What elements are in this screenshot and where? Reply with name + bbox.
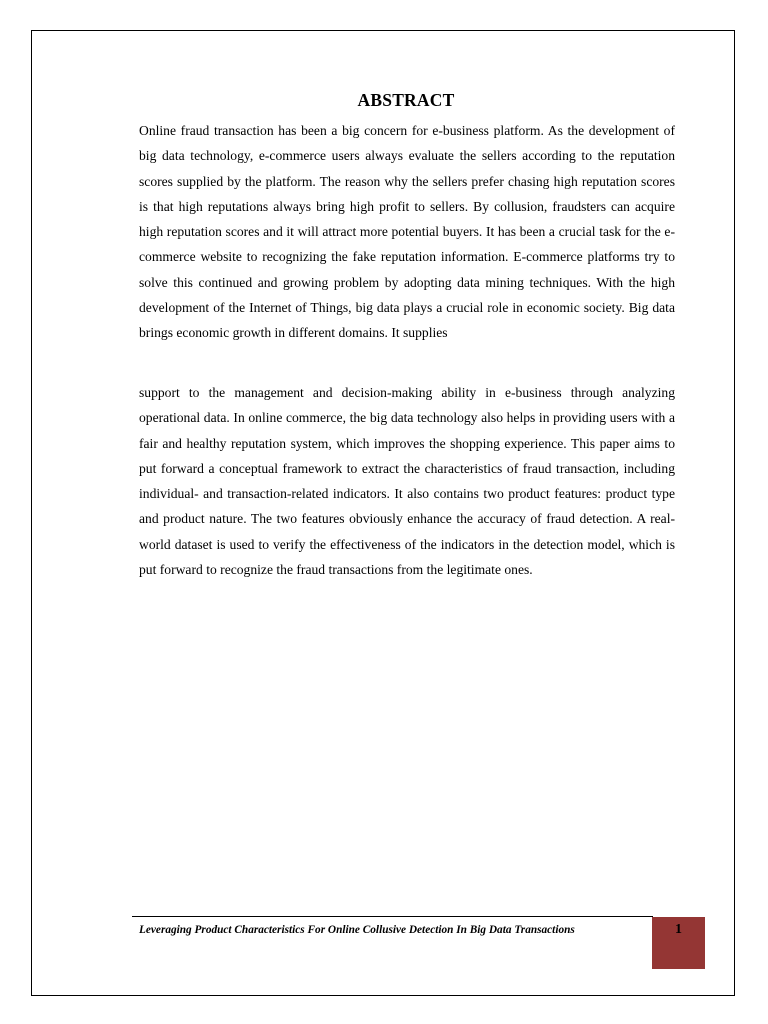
page-number: 1 xyxy=(675,922,682,937)
abstract-paragraph-2: support to the management and decision-making ability in e-business through analyzing operational data. In online commerce, the big data technology also helps in providing users with a fair and healthy reputation system, which improves the shopping experience. This paper aims to put forward a conceptual framework to extract the characteristics of fraud transaction, including individual- and transaction-related indicators. It also contains two product features: product type and product nature. The two features obviously enhance the accuracy of fraud detection. A real-world dataset is used to verify the effectiveness of the indicators in the detection model, which is put forward to recognize the fraud transactions from the legitimate ones. xyxy=(139,385,675,578)
footer-running-title: Leveraging Product Characteristics For Online Collusive Detection In Big Data Transactions xyxy=(139,924,575,936)
abstract-paragraph-1: Online fraud transaction has been a big concern for e-business platform. As the development of big data technology, e-commerce users always evaluate the sellers according to the reputation scores supplied by the platform. The reason why the sellers prefer chasing high reputation scores is that high reputations always bring high profit to sellers. By collusion, fraudsters can acquire high reputation scores and it will attract more potential buyers. It has been a crucial task for the e-commerce website to recognizing the fake reputation information. E-commerce platforms try to solve this continued and growing problem by adopting data mining techniques. With the high development of the Internet of Things, big data plays a crucial role in economic society. Big data brings economic growth in different domains. It supplies xyxy=(139,123,675,341)
footer-divider xyxy=(132,916,653,917)
abstract-title: ABSTRACT xyxy=(357,90,455,110)
page-number-badge xyxy=(652,917,705,969)
